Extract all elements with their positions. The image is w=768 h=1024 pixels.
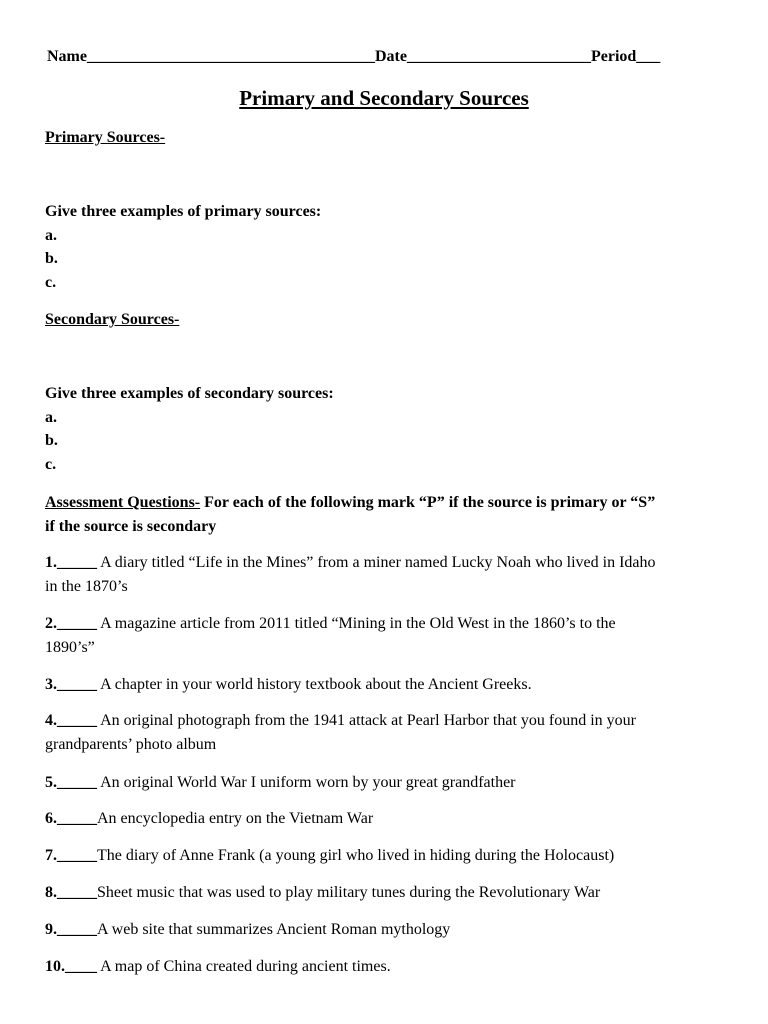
question-2-answer-blank[interactable]: _____ [57, 615, 97, 632]
assessment-line2: if the source is secondary [45, 518, 217, 535]
period-label: Period [590, 48, 637, 65]
question-10-number: 10. [45, 958, 65, 975]
question-10-answer-blank[interactable]: ____ [65, 958, 97, 975]
header-line [47, 45, 728, 69]
question-2-number: 2. [45, 615, 57, 632]
question-7 [45, 844, 728, 868]
date-label: Date [374, 48, 407, 65]
question-7-text: The diary of Anne Frank (a young girl who lived in hiding during the Holocaust) [97, 847, 615, 864]
question-1-answer-blank[interactable]: _____ [57, 554, 97, 571]
question-9-text: A web site that summarizes Ancient Roman mythology [97, 921, 451, 938]
question-5 [45, 771, 728, 795]
question-8-text: Sheet music that was used to play military tunes during the Revolutionary War [97, 884, 601, 901]
secondary-item-b: b. [45, 432, 58, 449]
question-4-answer-blank[interactable]: _____ [57, 712, 97, 729]
assessment-instruction: For each of the following mark “P” if the source is primary or “S” [200, 494, 656, 511]
question-6 [45, 807, 728, 831]
question-7-answer-blank[interactable]: _____ [57, 847, 97, 864]
question-6-text: An encyclopedia entry on the Vietnam War [97, 810, 374, 827]
question-5-answer-blank[interactable]: _____ [57, 774, 97, 791]
question-2-text: A magazine article from 2011 titled “Mining in the Old West in the 1860’s to the [97, 615, 616, 632]
primary-item-b: b. [45, 250, 58, 267]
date-blank[interactable]: _______________________ [406, 48, 591, 65]
secondary-heading: Secondary Sources- [45, 311, 180, 328]
question-4 [45, 709, 728, 733]
question-7-number: 7. [45, 847, 57, 864]
question-6-answer-blank[interactable]: _____ [57, 810, 97, 827]
question-2 [45, 612, 728, 636]
question-10-text: A map of China created during ancient times. [97, 958, 391, 975]
question-9 [45, 918, 728, 942]
question-8-answer-blank[interactable]: _____ [57, 884, 97, 901]
question-5-number: 5. [45, 774, 57, 791]
question-1-text: A diary titled “Life in the Mines” from a miner named Lucky Noah who lived in Idaho [97, 554, 656, 571]
primary-prompt: Give three examples of primary sources: [45, 203, 322, 220]
page-title: Primary and Secondary Sources [239, 86, 529, 110]
question-4-text: An original photograph from the 1941 attack at Pearl Harbor that you found in your [97, 712, 636, 729]
name-blank[interactable]: ____________________________________ [86, 48, 375, 65]
primary-heading: Primary Sources- [45, 129, 166, 146]
question-4-continuation: grandparents’ photo album [45, 736, 217, 753]
question-2-continuation: 1890’s” [45, 639, 95, 656]
question-1 [45, 551, 728, 575]
question-3-number: 3. [45, 676, 57, 693]
primary-item-a: a. [45, 227, 57, 244]
name-label: Name [47, 48, 87, 65]
question-8-number: 8. [45, 884, 57, 901]
period-blank[interactable]: ___ [636, 48, 661, 65]
question-9-number: 9. [45, 921, 57, 938]
question-4-number: 4. [45, 712, 57, 729]
secondary-item-c: c. [45, 456, 57, 473]
primary-item-c: c. [45, 274, 57, 291]
question-1-number: 1. [45, 554, 57, 571]
question-8 [45, 881, 728, 905]
question-10 [45, 955, 728, 979]
question-1-continuation: in the 1870’s [45, 578, 128, 595]
secondary-item-a: a. [45, 409, 57, 426]
question-5-text: An original World War I uniform worn by your great grandfather [97, 774, 516, 791]
secondary-prompt: Give three examples of secondary sources: [45, 385, 334, 402]
assessment-line1 [45, 491, 728, 515]
question-3-answer-blank[interactable]: _____ [57, 676, 97, 693]
question-3-text: A chapter in your world history textbook about the Ancient Greeks. [97, 676, 532, 693]
question-6-number: 6. [45, 810, 57, 827]
question-9-answer-blank[interactable]: _____ [57, 921, 97, 938]
question-3 [45, 673, 728, 697]
assessment-heading: Assessment Questions- [45, 494, 201, 511]
